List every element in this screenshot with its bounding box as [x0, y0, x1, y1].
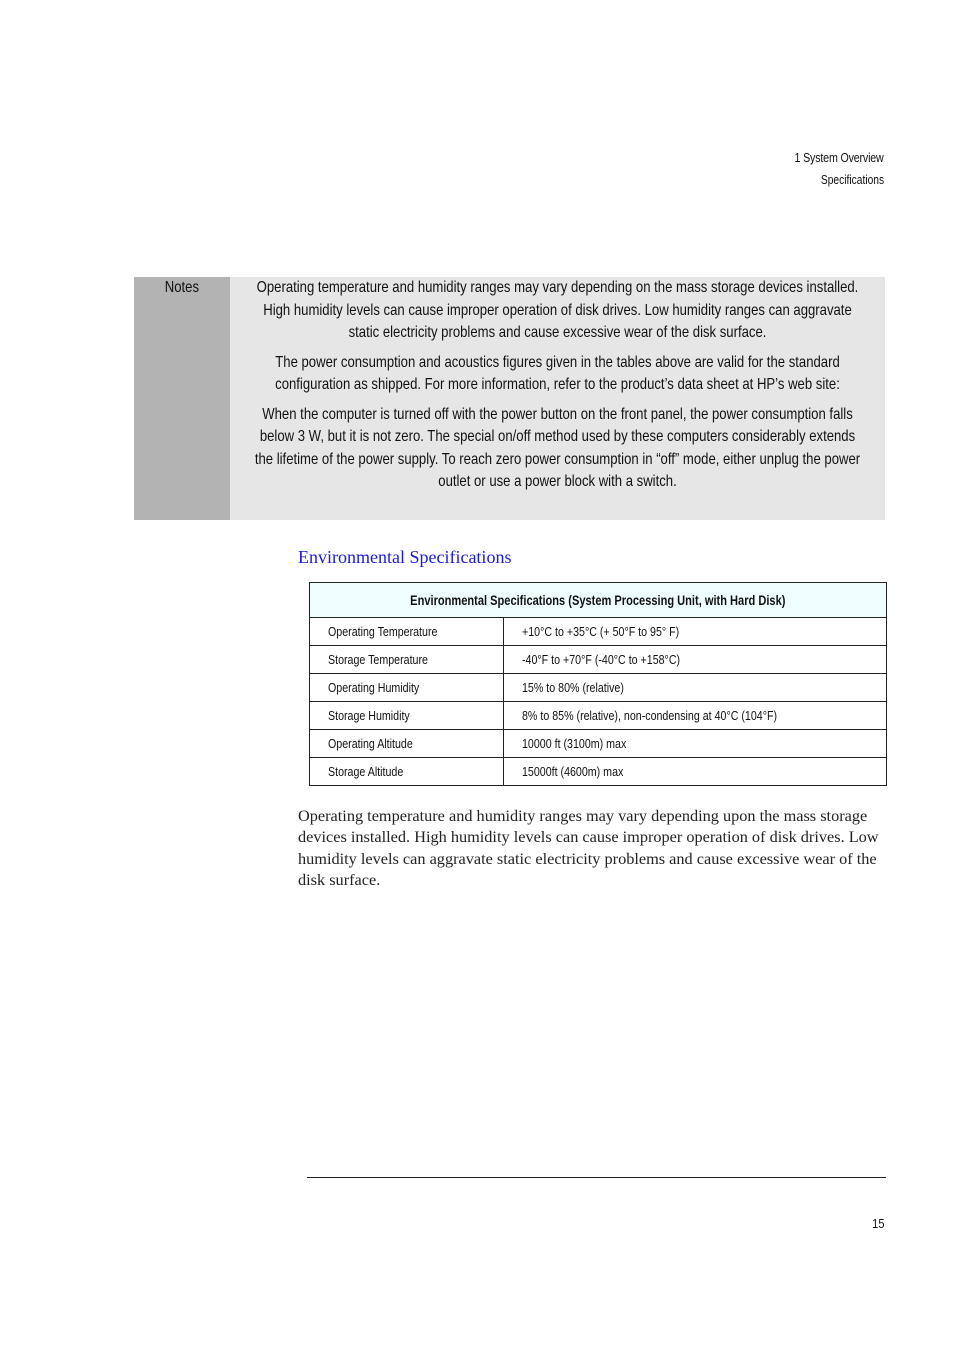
table-row	[310, 702, 887, 730]
table-header: Environmental Specifications (System Processing Unit, with Hard Disk)	[310, 583, 887, 618]
row-value: 10000 ft (3100m) max	[504, 730, 887, 758]
row-value: 8% to 85% (relative), non-condensing at 40°C (104°F)	[504, 702, 887, 730]
notes-box	[134, 277, 885, 520]
notes-label: Notes	[164, 279, 200, 296]
page-number: 15	[871, 1216, 884, 1231]
notes-paragraph-humidity: Operating temperature and humidity ranges may vary depending on the mass storage devices installed. High humidity levels can cause improper operation of disk drives. Low humidity ranges can aggravate static electricity problems and cause excessive wear of the disk surface.	[256, 279, 859, 341]
running-header-section: Specifications	[820, 173, 884, 187]
row-label: Storage Temperature	[310, 646, 504, 674]
environmental-specs-table	[309, 582, 887, 786]
row-value: 15% to 80% (relative)	[504, 674, 887, 702]
row-label: Storage Altitude	[310, 758, 504, 786]
running-header-chapter: 1 System Overview	[794, 150, 884, 165]
row-label: Operating Temperature	[310, 618, 504, 646]
table-row	[310, 758, 887, 786]
section-title: Environmental Specifications	[298, 547, 512, 567]
table-row	[310, 618, 887, 646]
table-row	[310, 730, 887, 758]
notes-paragraph-power: The power consumption and acoustics figures given in the tables above are valid for the standard configuration as shipped. For more information, refer to the product’s data sheet at HP’s web site:	[275, 353, 840, 393]
body-paragraph: Operating temperature and humidity ranges may vary depending upon the mass storage devices installed. High humidity levels can cause improper operation of disk drives. Low humidity levels can aggravate static electricity problems and cause excessive wear of the disk surface.	[298, 806, 879, 889]
notes-label-cell	[134, 277, 230, 520]
row-value: +10°C to +35°C (+ 50°F to 95° F)	[504, 618, 887, 646]
notes-body	[230, 277, 885, 520]
notes-paragraph-off-mode: When the computer is turned off with the power button on the front panel, the power consumption falls below 3 W, but it is not zero. The special on/off method used by these computers considerably extends the lifetime of the power supply. To reach zero power consumption in “off” mode, either unplug the power outlet or use a power block with a switch.	[254, 405, 861, 490]
row-value: 15000ft (4600m) max	[504, 758, 887, 786]
table-row	[310, 646, 887, 674]
row-label: Operating Altitude	[310, 730, 504, 758]
footer-divider	[307, 1177, 886, 1178]
row-label: Operating Humidity	[310, 674, 504, 702]
row-value: -40°F to +70°F (-40°C to +158°C)	[504, 646, 887, 674]
table-header-row	[310, 583, 887, 618]
row-label: Storage Humidity	[310, 702, 504, 730]
table-row	[310, 674, 887, 702]
